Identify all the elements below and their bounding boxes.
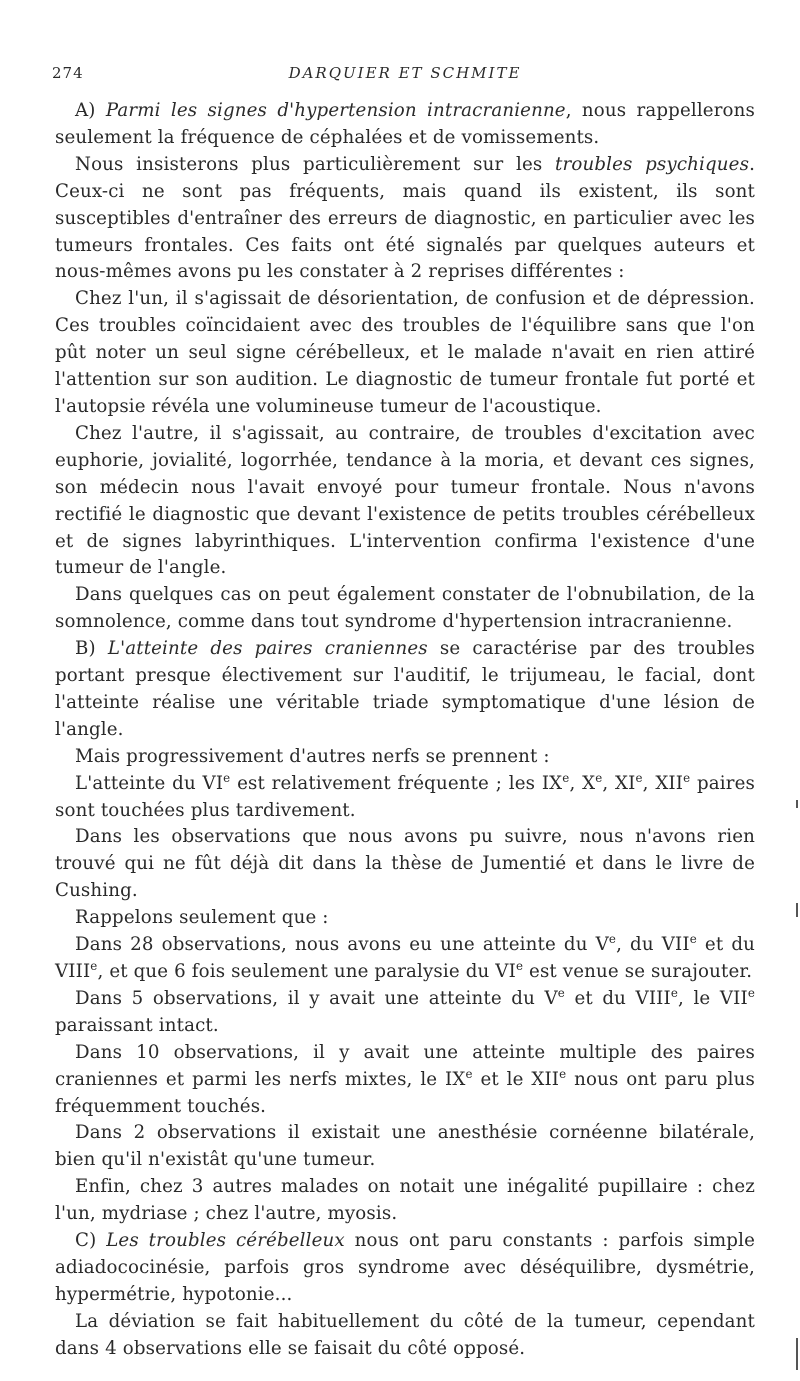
body-text <box>55 98 755 1363</box>
text-run: Dans 28 observations, nous avons eu une atteinte du V <box>75 934 609 956</box>
paragraph <box>55 1120 755 1174</box>
text-run: A) <box>75 100 106 121</box>
document-page <box>52 64 756 1363</box>
paragraph <box>55 152 755 287</box>
text-run: La déviation se fait habituellement du côté de la tumeur, cependant dans 4 observations elle se faisait du côté opposé. <box>55 1310 755 1359</box>
paragraph <box>55 1228 755 1309</box>
text-run: . Ceux-ci ne sont pas fréquents, mais quand ils existent, ils sont susceptibles d'entraîner des erreurs de diagnostic, en particulier avec les tumeurs frontales. Ces faits ont été signalés par quelques auteurs et nous-mêmes avons pu les constater à 2 reprises différentes : <box>55 153 755 283</box>
text-run: Chez l'un, il s'agissait de désorientation, de confusion et de dépression. Ces troubles coïncidaient avec des troubles de l'équilibre sans que l'on pût noter un seul signe cérébelleux, et le malade n'avait en rien attiré l'attention sur son audition. Le diagnostic de tumeur frontale fut porté et l'autopsie révéla une volumineuse tumeur de l'acoustique. <box>55 288 755 417</box>
text-run: Nous insisterons plus particulièrement sur les <box>75 153 556 175</box>
paragraph <box>55 98 755 152</box>
page-edge-mark <box>796 903 798 917</box>
text-run: et le XII <box>472 1068 560 1090</box>
page-edge-mark <box>796 800 798 808</box>
text-run: Dans les observations que nous avons pu suivre, nous n'avons rien trouvé qui ne fût déjà dit dans la thèse de Jumentié et dans le livre de Cushing. <box>55 826 755 902</box>
ordinal-superscript: e <box>515 958 524 973</box>
page-number: 274 <box>52 64 84 82</box>
italic-term: troubles psychiques <box>555 153 750 175</box>
italic-term: Parmi les signes d'hypertension intracranienne <box>105 100 566 121</box>
ordinal-superscript: e <box>689 932 697 947</box>
paragraph <box>55 1040 755 1121</box>
text-run: paraissant intact. <box>55 1014 219 1036</box>
text-run: nous ont paru constants : parfois simple adiadococinésie, parfois gros syndrome avec déséquilibre, dysmétrie, hypermétrie, hypotonie... <box>55 1230 755 1305</box>
ordinal-superscript: e <box>635 770 643 785</box>
running-title: DARQUIER ET SCHMITE <box>288 64 522 82</box>
paragraph <box>55 1309 755 1363</box>
paragraph <box>55 1174 755 1228</box>
ordinal-superscript: e <box>90 958 98 973</box>
text-run: nous ont paru plus fréquemment touchés. <box>55 1068 755 1117</box>
text-run: , du VII <box>616 934 690 956</box>
text-run: , XI <box>602 772 636 794</box>
text-run: Dans 5 observations, il y avait une atteinte du V <box>75 987 558 1009</box>
text-run: C) <box>75 1230 107 1252</box>
ordinal-superscript: e <box>557 985 565 1000</box>
paragraph <box>55 932 755 986</box>
paragraph <box>55 771 755 825</box>
paragraph <box>55 582 755 636</box>
ordinal-superscript: e <box>559 1066 567 1081</box>
text-run: , X <box>569 772 596 794</box>
text-run: , et que 6 fois seulement une paralysie du VI <box>97 961 516 982</box>
ordinal-superscript: e <box>747 985 755 1000</box>
ordinal-superscript: e <box>595 770 603 785</box>
text-run: Dans 2 observations il existait une anesthésie cornéenne bilatérale, bien qu'il n'existât qu'une tumeur. <box>55 1122 755 1171</box>
text-run: , le VII <box>677 987 748 1009</box>
text-run: Dans 10 observations, il y avait une atteinte multiple des paires craniennes et parmi les nerfs mixtes, le IX <box>55 1041 755 1090</box>
text-run: Rappelons seulement que : <box>75 907 329 929</box>
text-run: est relativement fréquente ; les IX <box>230 772 563 794</box>
paragraph <box>55 905 755 932</box>
ordinal-superscript: e <box>223 770 231 785</box>
ordinal-superscript: e <box>562 770 570 785</box>
text-run: , nous rappellerons seulement la fréquence de céphalées et de vomissements. <box>55 100 756 148</box>
italic-term: Les troubles cérébelleux <box>106 1230 345 1252</box>
ordinal-superscript: e <box>670 985 678 1000</box>
text-run: est venue se surajouter. <box>523 961 753 982</box>
text-run: Mais progressivement d'autres nerfs se prennent : <box>75 745 550 767</box>
text-run: se caractérise par des troubles portant presque électivement sur l'auditif, le trijumeau, le facial, dont l'atteinte réalise une véritable triade symptomatique d'une lésion de l'angle. <box>55 638 755 740</box>
text-run: L'atteinte du VI <box>75 772 224 794</box>
text-run: Dans quelques cas on peut également constater de l'obnubilation, de la somnolence, comme dans tout syndrome d'hypertension intracranienne. <box>55 584 755 633</box>
italic-term: L'atteinte des paires craniennes <box>107 638 428 660</box>
text-run: paires sont touchées plus tardivement. <box>55 772 755 821</box>
paragraph <box>55 744 755 771</box>
text-run: , XII <box>642 772 684 794</box>
paragraph <box>55 636 755 744</box>
text-run: et du VIII <box>55 934 756 982</box>
text-run: et du VIII <box>564 987 671 1009</box>
paragraph <box>55 986 755 1040</box>
page-edge-mark <box>796 1338 798 1370</box>
paragraph <box>55 824 755 905</box>
ordinal-superscript: e <box>465 1066 473 1081</box>
paragraph <box>55 421 755 582</box>
paragraph <box>55 286 755 421</box>
ordinal-superscript: e <box>608 932 617 947</box>
text-run: Chez l'autre, il s'agissait, au contraire, de troubles d'excitation avec euphorie, jovialité, logorrhée, tendance à la moria, et devant ces signes, son médecin nous l'avait envoyé pour tumeur frontale. Nous n'avons rectifié le diagnostic que devant l'existence de petits troubles cérébelleux et de signes labyrinthiques. L'intervention confirma l'existence d'une tumeur de l'angle. <box>55 422 755 579</box>
text-run: B) <box>75 638 108 660</box>
running-head <box>52 64 755 90</box>
text-run: Enfin, chez 3 autres malades on notait une inégalité pupillaire : chez l'un, mydriase ; chez l'autre, myosis. <box>55 1176 755 1225</box>
ordinal-superscript: e <box>683 770 691 785</box>
